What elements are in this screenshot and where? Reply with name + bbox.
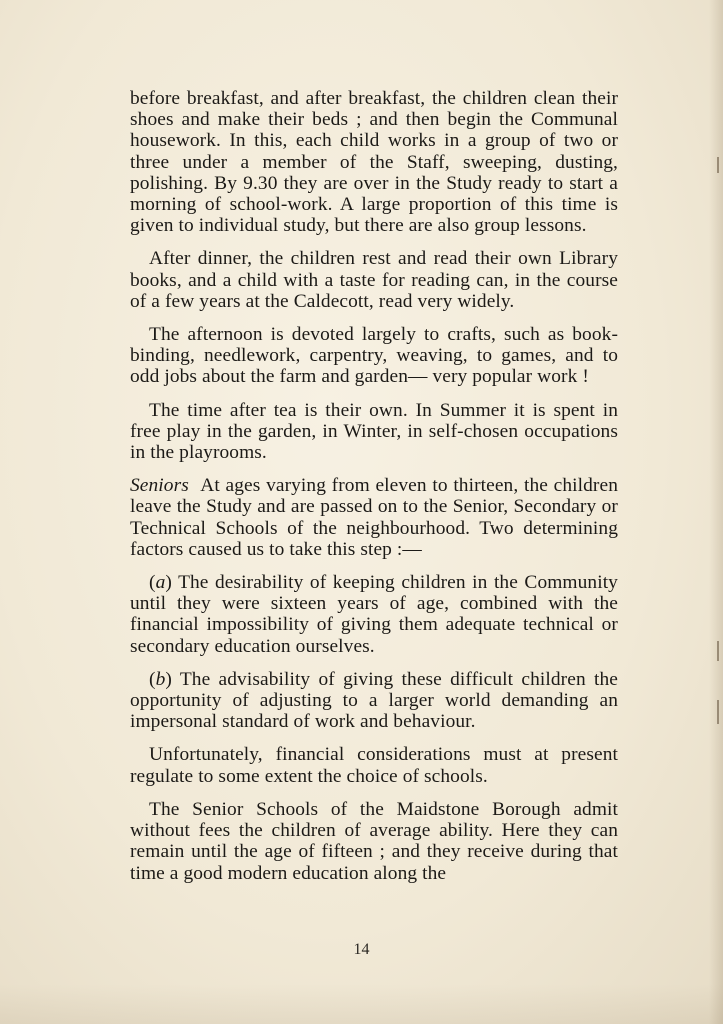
page-bottom-shadow [0, 984, 723, 1024]
page-number: 14 [353, 941, 370, 958]
paragraph: before breakfast, and after breakfast, the children clean their shoes and make their beds ; and then begin the Communal housework. In this, each child works in a group of two or three under a member of the Staff, sweeping, dusting, polishing. By 9.30 they are over in the Study ready to start a morning of school-work. A large proportion of this time is given to individual study, but there are also group lessons. [130, 88, 618, 237]
margin-mark [717, 641, 719, 661]
paragraph-text: At ages varying from eleven to thirteen, the children leave the Study and are passed on to the Senior, Secondary or Technical Schools of the neighbourhood. Two determining factors caused us to take this step :— [130, 475, 618, 560]
list-item-text: The advisability of giving these difficult children the opportunity of adjusting to a larger world demanding an impersonal standard of work and behaviour. [130, 668, 618, 733]
margin-mark [717, 700, 719, 724]
section-heading: Seniors [130, 475, 189, 497]
paragraph: After dinner, the children rest and read their own Library books, and a child with a taste for reading can, in the course of a few years at the Caldecott, read very widely. [130, 248, 618, 312]
paragraph: The time after tea is their own. In Summer it is spent in free play in the garden, in Winter, in self-chosen occupations in the playrooms. [130, 399, 618, 464]
list-item-text: The desirability of keeping children in the Community until they were sixteen years of age, combined with the financial impossibility of giving them adequate technical or secondary education ourselves. [130, 572, 618, 657]
list-marker: (a) [149, 572, 172, 594]
paragraph: The afternoon is devoted largely to crafts, such as book-binding, needlework, carpentry, weaving, to games, and to odd jobs about the farm and garden— very popular work ! [130, 324, 618, 388]
page-edge-shadow [709, 0, 723, 1024]
paragraph: The Senior Schools of the Maidstone Borough admit without fees the children of average ability. Here they can remain until the age of fifteen ; and they receive during that time a good modern education along the [130, 798, 618, 884]
margin-mark [717, 157, 719, 173]
list-item [130, 572, 618, 657]
seniors-paragraph [130, 475, 618, 560]
paragraph: Unfortunately, financial considerations must at present regulate to some extent the choice of schools. [130, 744, 618, 787]
list-marker: (b) [149, 668, 172, 690]
body-text [130, 88, 618, 896]
list-item [130, 669, 618, 733]
